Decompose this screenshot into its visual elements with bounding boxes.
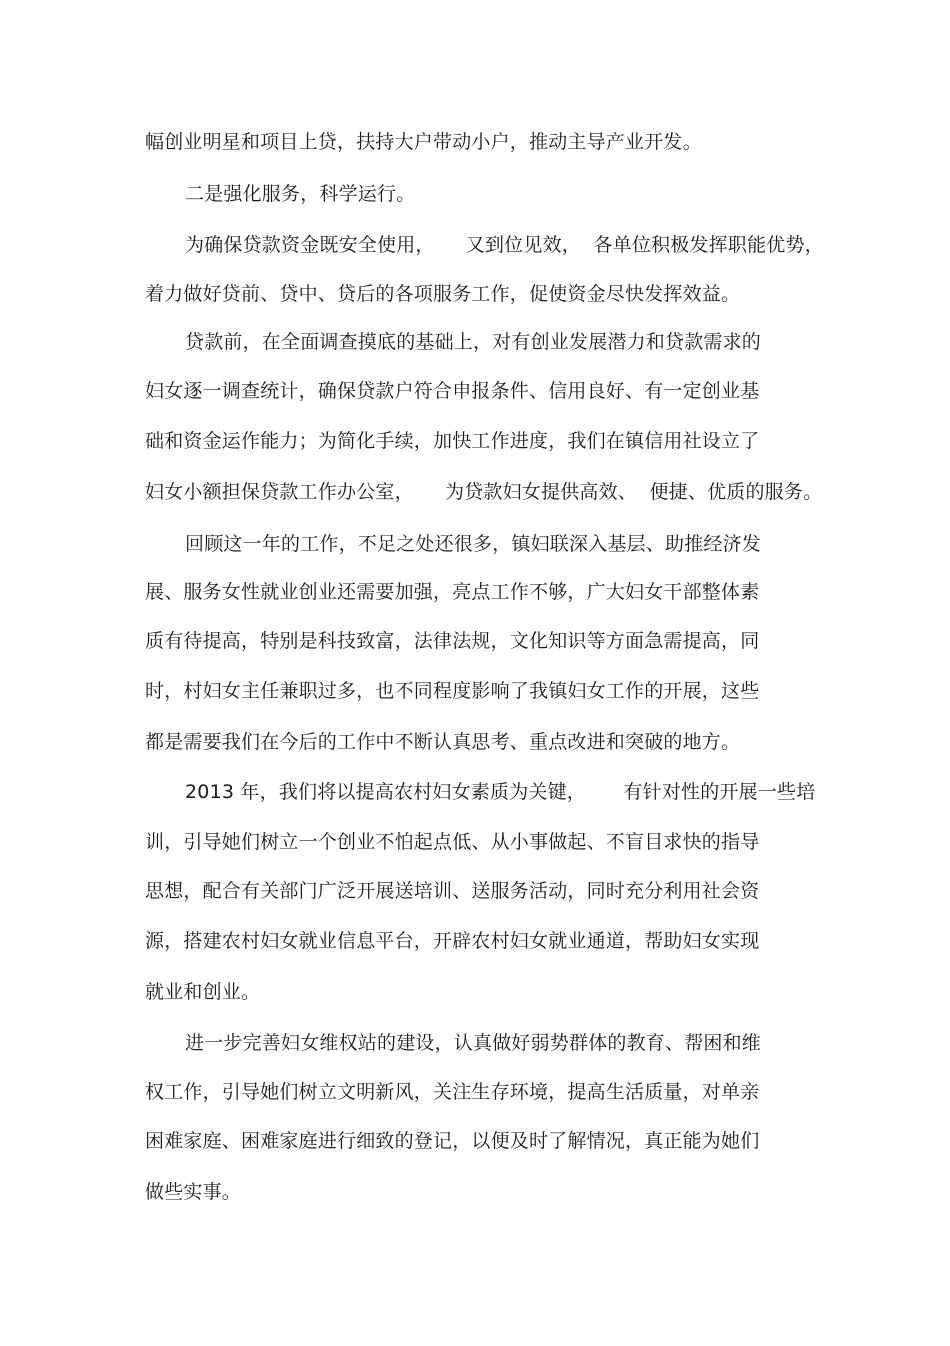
text-line: 都是需要我们在今后的工作中不断认真思考、重点改进和突破的地方。	[145, 731, 741, 753]
text-line: 为确保贷款资金既安全使用， 又到位见效， 各单位积极发挥职能优势，	[185, 234, 824, 256]
text-line: 进一步完善妇女维权站的建设，认真做好弱势群体的教育、帮困和维	[185, 1032, 762, 1054]
text-line: 妇女小额担保贷款工作办公室， 为贷款妇女提供高效、 便捷、优质的服务。	[145, 481, 823, 503]
text-line: 权工作，引导她们树立文明新风，关注生存环境，提高生活质量，对单亲	[145, 1081, 760, 1103]
text-line: 质有待提高，特别是科技致富，法律法规，文化知识等方面急需提高，同	[145, 630, 760, 652]
text-line: 就业和创业。	[145, 981, 261, 1003]
text-line: 源，搭建农村妇女就业信息平台，开辟农村妇女就业通道，帮助妇女实现	[145, 930, 760, 952]
text-line: 时，村妇女主任兼职过多，也不同程度影响了我镇妇女工作的开展，这些	[145, 680, 760, 702]
text-line: 妇女逐一调查统计，确保贷款户符合申报条件、信用良好、有一定创业基	[145, 380, 760, 402]
text-line: 础和资金运作能力；为简化手续，加快工作进度，我们在镇信用社设立了	[145, 430, 760, 452]
text-line: 回顾这一年的工作，不足之处还很多，镇妇联深入基层、助推经济发	[185, 533, 762, 555]
text-line: 二是强化服务，科学运行。	[185, 183, 416, 205]
text-line: 思想，配合有关部门广泛开展送培训、送服务活动，同时充分利用社会资	[145, 880, 760, 902]
text-line: 着力做好贷前、贷中、贷后的各项服务工作，促使资金尽快发挥效益。	[145, 283, 741, 305]
text-line: 幅创业明星和项目上贷，扶持大户带动小户，推动主导产业开发。	[145, 131, 702, 153]
text-line: 做些实事。	[145, 1181, 242, 1203]
text-line: 2013 年，我们将以提高农村妇女素质为关键， 有针对性的开展一些培	[185, 781, 816, 803]
text-line: 困难家庭、困难家庭进行细致的登记，以便及时了解情况，真正能为她们	[145, 1130, 760, 1152]
text-line: 训，引导她们树立一个创业不怕起点低、从小事做起、不盲目求快的指导	[145, 831, 760, 853]
text-line: 展、服务女性就业创业还需要加强，亮点工作不够，广大妇女干部整体素	[145, 581, 760, 603]
text-line: 贷款前，在全面调查摸底的基础上，对有创业发展潜力和贷款需求的	[185, 331, 762, 353]
